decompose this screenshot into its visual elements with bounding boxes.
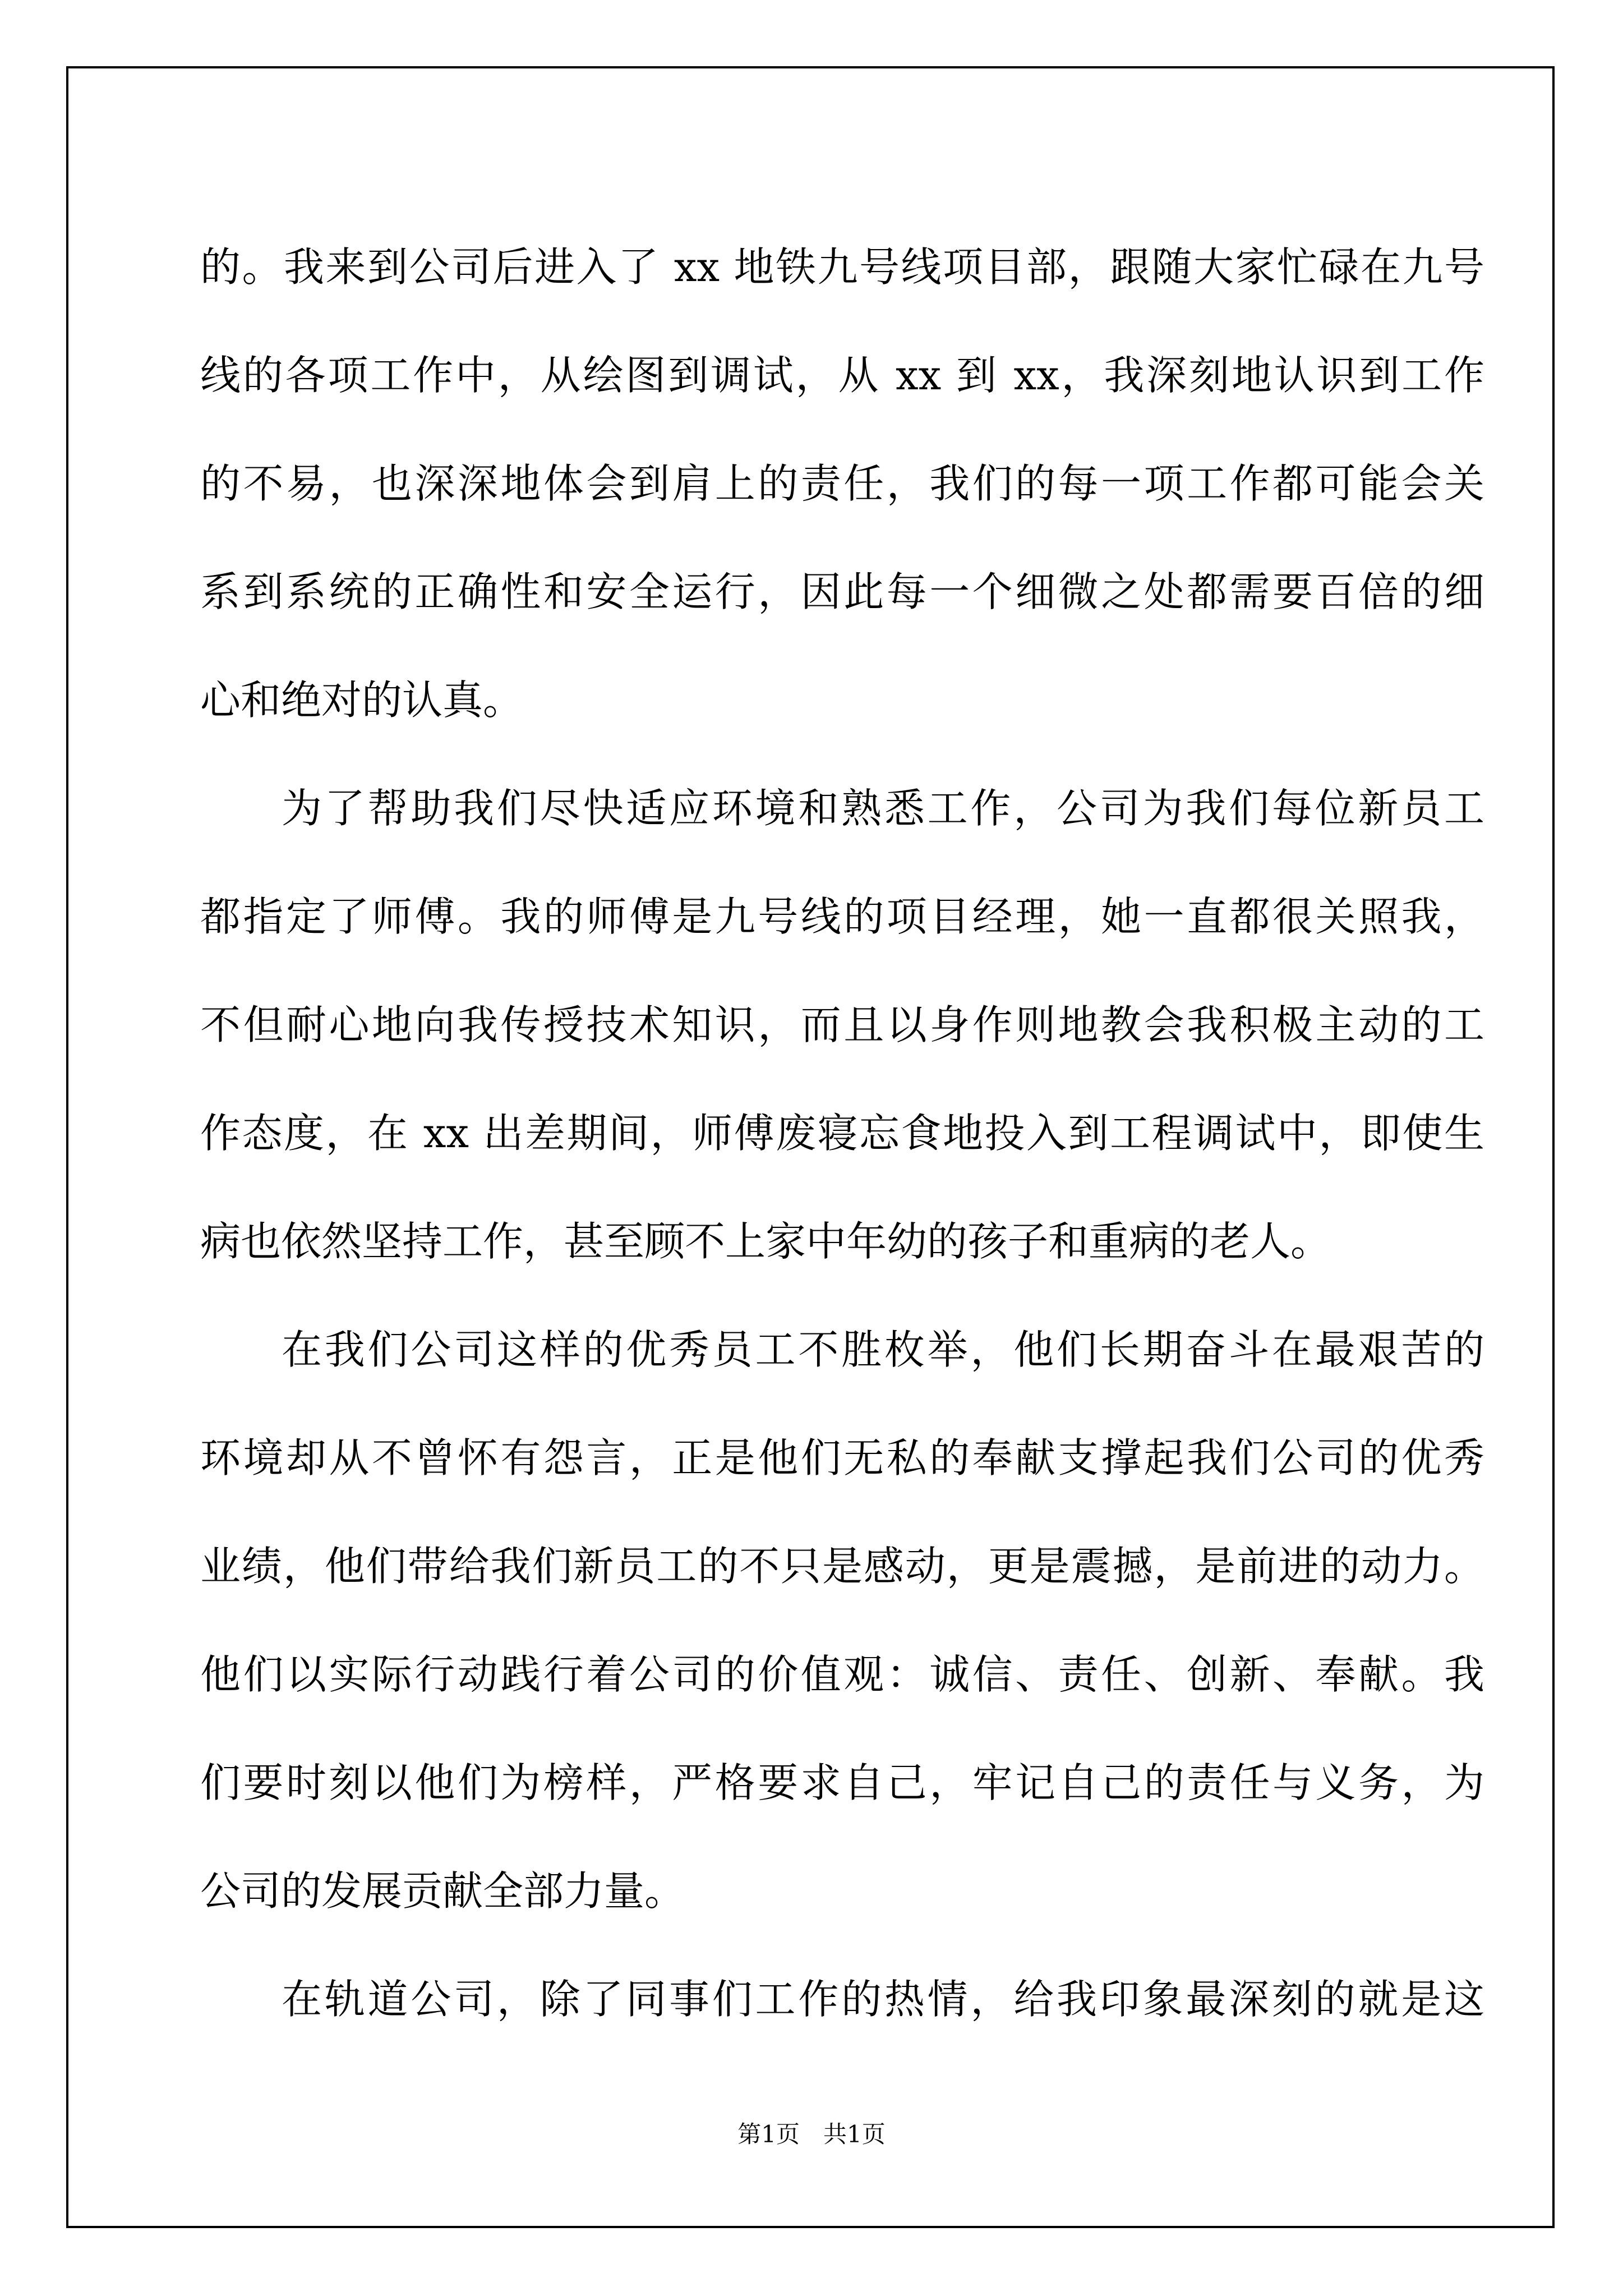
text-line: 的。我来到公司后进入了 xx 地铁九号线项目部，跟随大家忙碌在九号 [200,243,1484,291]
text-line: 都指定了师傅。我的师傅是九号线的项目经理，她一直都很关照我， [200,893,1484,940]
text-line: 不但耐心地向我传授技术知识，而且以身作则地教会我积极主动的工 [200,1001,1484,1048]
text-line: 为了帮助我们尽快适应环境和熟悉工作，公司为我们每位新员工 [282,785,1484,832]
page-footer: 第1页 共1页 [737,2120,886,2148]
text-line: 在轨道公司，除了同事们工作的热情，给我印象最深刻的就是这 [282,1976,1484,2023]
text-line: 线的各项工作中，从绘图到调试，从 xx 到 xx，我深刻地认识到工作 [200,352,1484,399]
document-body [200,213,1484,2054]
text-line: 业绩，他们带给我们新员工的不只是感动，更是震撼，是前进的动力。 [200,1543,1484,1590]
text-line: 他们以实际行动践行着公司的价值观：诚信、责任、创新、奉献。我 [200,1651,1484,1698]
text-line: 病也依然坚持工作，甚至顾不上家中年幼的孩子和重病的老人。 [200,1218,1331,1265]
text-line: 们要时刻以他们为榜样，严格要求自己，牢记自己的责任与义务，为 [200,1759,1484,1806]
text-line: 在我们公司这样的优秀员工不胜枚举，他们长期奋斗在最艰苦的 [282,1326,1484,1373]
text-line: 心和绝对的认真。 [200,677,524,724]
text-line: 公司的发展贡献全部力量。 [200,1867,685,1915]
text-line: 的不易，也深深地体会到肩上的责任，我们的每一项工作都可能会关 [200,460,1484,507]
text-line: 系到系统的正确性和安全运行，因此每一个细微之处都需要百倍的细 [200,568,1484,615]
text-line: 环境却从不曾怀有怨言，正是他们无私的奉献支撑起我们公司的优秀 [200,1434,1484,1481]
text-line: 作态度，在 xx 出差期间，师傅废寝忘食地投入到工程调试中，即使生 [200,1110,1484,1157]
